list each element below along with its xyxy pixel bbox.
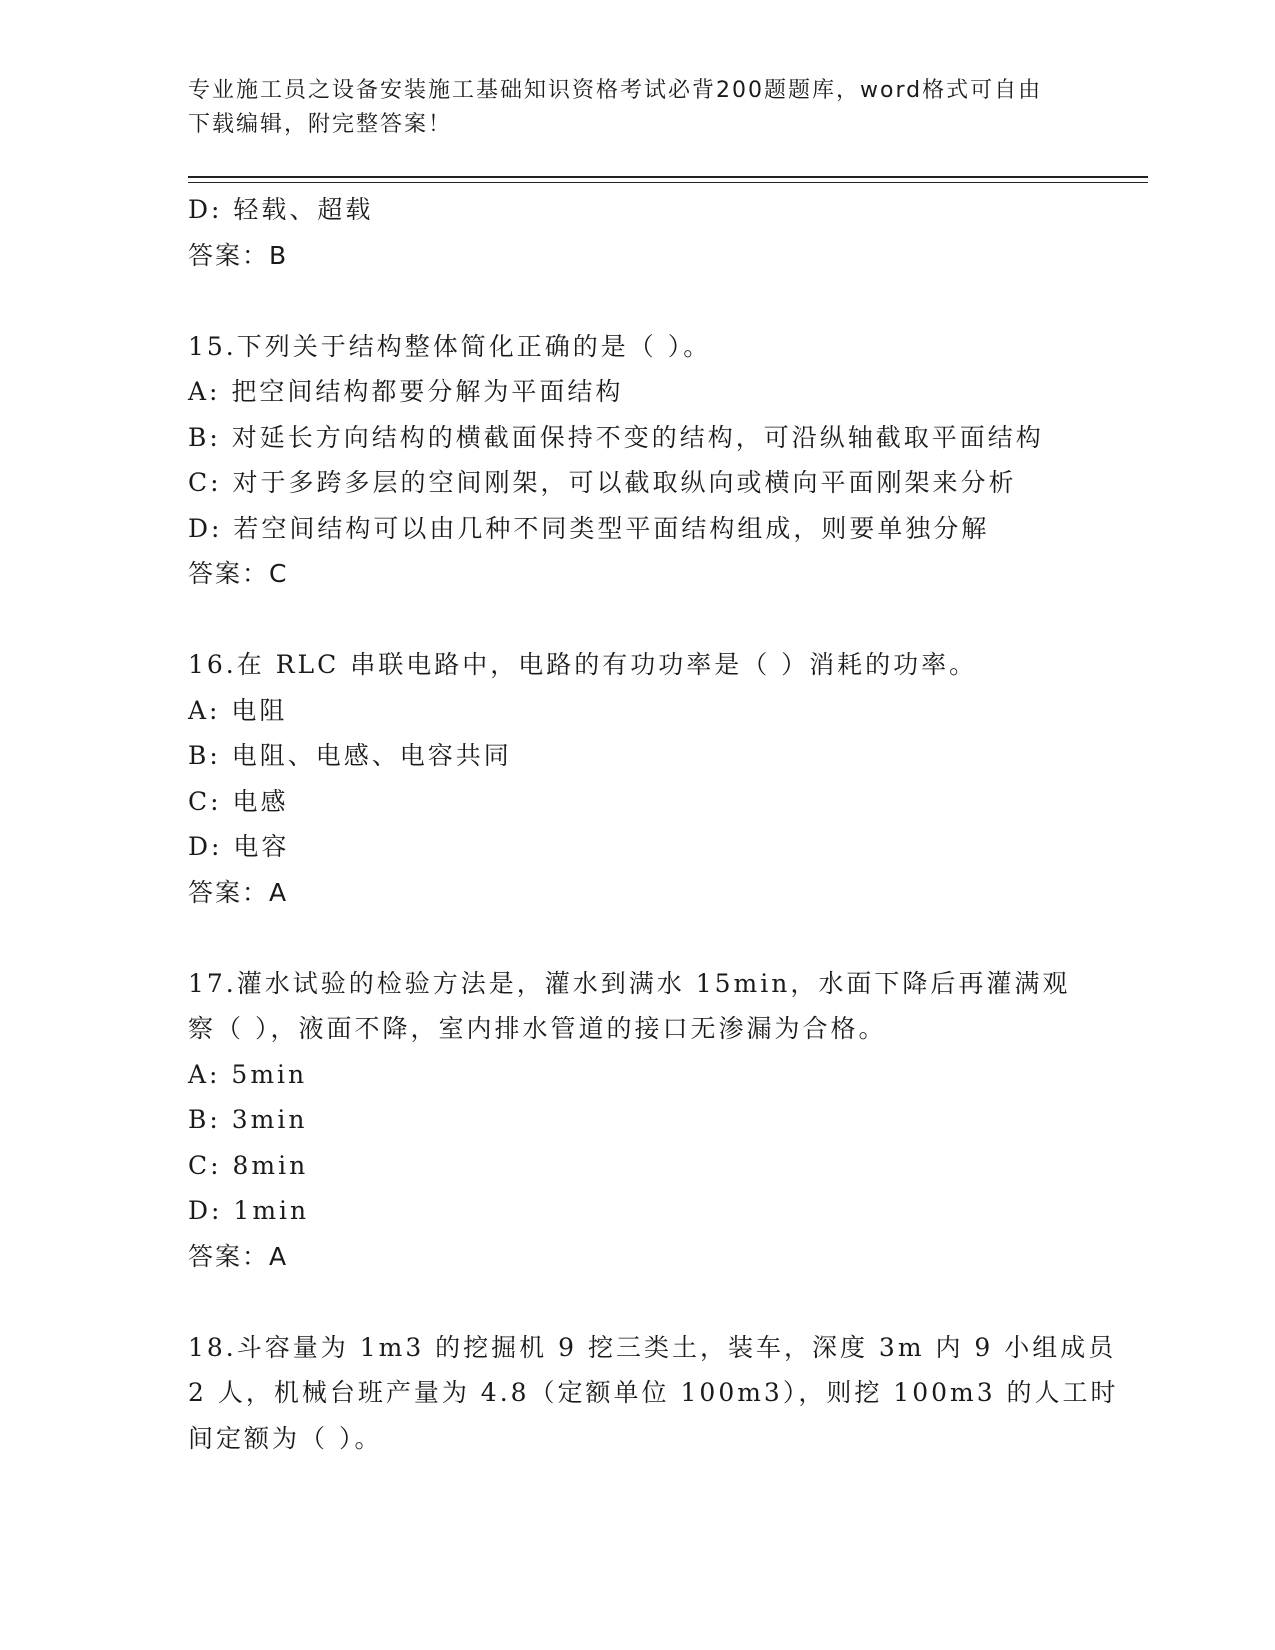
answer-line: 答案：B (188, 240, 289, 270)
question-block-15 (188, 324, 1068, 597)
option-c: C: 对于多跨多层的空间刚架，可以截取纵向或横向平面刚架来分析 (188, 468, 1017, 497)
question-stem-line-1: 17.灌水试验的检验方法是，灌水到满水 15min，水面下降后再灌满观 (188, 968, 1071, 998)
header-line-1: 专业施工员之设备安装施工基础知识资格考试必背200题题库，word格式可自由 (188, 78, 1043, 103)
question-block-16 (188, 642, 1068, 915)
document-header (188, 74, 1088, 142)
question-block-17 (188, 961, 1071, 1280)
option-b: B: 3min (188, 1105, 308, 1134)
spacer (188, 1279, 1068, 1325)
spacer (188, 278, 1068, 324)
header-line-2: 下载编辑，附完整答案！ (188, 112, 453, 137)
header-divider-thin (188, 182, 1148, 183)
spacer (188, 597, 1068, 643)
question-stem-line-1: 18.斗容量为 1m3 的挖掘机 9 挖三类土，装车，深度 3m 内 9 小组成员 (188, 1332, 1117, 1362)
question-block-18 (188, 1325, 1119, 1462)
question-stem: 16.在 RLC 串联电路中，电路的有功功率是（ ）消耗的功率。 (188, 650, 978, 679)
header-divider-thick (188, 176, 1148, 178)
answer-line: 答案：A (188, 877, 289, 907)
option-d: D: 轻载、超载 (188, 195, 374, 224)
option-d: D: 电容 (188, 832, 290, 861)
option-d: D: 1min (188, 1196, 310, 1225)
option-a: A: 电阻 (188, 695, 288, 725)
question-stem-line-2: 2 人，机械台班产量为 4.8（定额单位 100m3），则挖 100m3 的人工时 (188, 1378, 1119, 1407)
option-b: B: 电阻、电感、电容共同 (188, 741, 512, 770)
option-a: A: 5min (188, 1059, 308, 1089)
question-stem-line-3: 间定额为（ ）。 (188, 1423, 383, 1453)
option-d: D: 若空间结构可以由几种不同类型平面结构组成，则要单独分解 (188, 513, 990, 543)
answer-line: 答案：C (188, 559, 289, 588)
spacer (188, 915, 1068, 961)
option-b: B: 对延长方向结构的横截面保持不变的结构，可沿纵轴截取平面结构 (188, 422, 1044, 452)
option-a: A: 把空间结构都要分解为平面结构 (188, 377, 624, 406)
question-stem-line-2: 察（ ），液面不降，室内排水管道的接口无渗漏为合格。 (188, 1014, 887, 1043)
option-c: C: 电感 (188, 786, 289, 816)
document-body (188, 187, 1119, 1461)
option-c: C: 8min (188, 1150, 309, 1180)
question-stem: 15.下列关于结构整体简化正确的是（ ）。 (188, 331, 712, 361)
answer-line: 答案：A (188, 1241, 289, 1271)
